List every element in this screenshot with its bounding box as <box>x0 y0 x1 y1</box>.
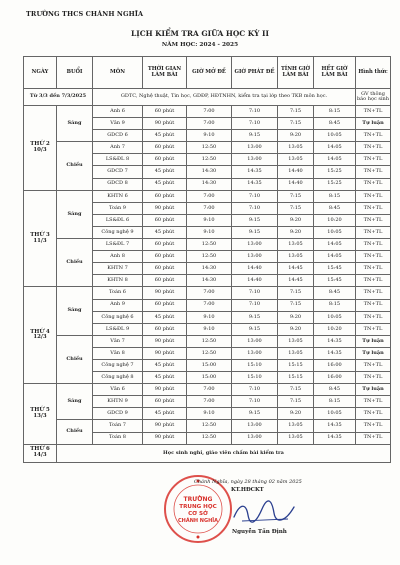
end-time-cell: 8:15 <box>314 190 356 202</box>
duration-cell: 45 phút <box>143 226 187 238</box>
start-time-cell: 7:15 <box>278 299 314 311</box>
session-cell: Chiều <box>57 420 93 444</box>
form-cell: TN+TL <box>356 311 391 323</box>
duration-cell: 60 phút <box>143 275 187 287</box>
form-cell: TN+TL <box>356 359 391 371</box>
distribute-time-cell: 7:10 <box>232 287 278 299</box>
start-time-cell: 9:20 <box>278 130 314 142</box>
distribute-time-cell: 7:10 <box>232 299 278 311</box>
open-time-cell: 12:50 <box>187 251 232 263</box>
start-time-cell: 13:05 <box>278 335 314 347</box>
duration-cell: 45 phút <box>143 372 187 384</box>
start-time-cell: 13:05 <box>278 420 314 432</box>
subject-cell: Toán 8 <box>93 432 143 444</box>
start-time-cell: 7:15 <box>278 384 314 396</box>
end-time-cell: 10:05 <box>314 408 356 420</box>
duration-cell: 45 phút <box>143 408 187 420</box>
start-time-cell: 7:15 <box>278 106 314 118</box>
subject-cell: Công nghệ 7 <box>93 359 143 371</box>
distribute-time-cell: 7:10 <box>232 384 278 396</box>
svg-text:CHÁNH NGHĨA: CHÁNH NGHĨA <box>177 518 219 524</box>
day-date: 11/3 <box>33 237 47 244</box>
start-time-cell: 9:20 <box>278 214 314 226</box>
start-time-cell: 7:15 <box>278 287 314 299</box>
col-header-duration: THỜI GIAN LÀM BÀI <box>143 57 187 89</box>
end-time-cell: 14:05 <box>314 251 356 263</box>
svg-text:TRUNG HỌC: TRUNG HỌC <box>179 504 217 510</box>
distribute-time-cell: 13:00 <box>232 420 278 432</box>
document-title: LỊCH KIỂM TRA GIỮA HỌC KỲ II <box>131 29 269 38</box>
start-time-cell: 14:40 <box>278 166 314 178</box>
duration-cell: 90 phút <box>143 420 187 432</box>
signature-date: Chánh Nghĩa, ngày 28 tháng 02 năm 2025 <box>194 479 302 485</box>
gdtc-row <box>24 89 391 106</box>
distribute-time-cell: 13:00 <box>232 142 278 154</box>
table-row <box>24 287 391 299</box>
start-time-cell: 13:05 <box>278 142 314 154</box>
end-time-cell: 8:45 <box>314 202 356 214</box>
open-time-cell: 12:50 <box>187 154 232 166</box>
col-header-open-time: GIỜ MỞ ĐỀ <box>187 57 232 89</box>
form-cell: TN+TL <box>356 178 391 190</box>
end-time-cell: 8:15 <box>314 106 356 118</box>
end-time-cell: 15:45 <box>314 275 356 287</box>
duration-cell: 90 phút <box>143 335 187 347</box>
duration-cell: 45 phút <box>143 130 187 142</box>
signature-role: KT.HĐCKT <box>231 487 264 493</box>
form-cell: TN+TL <box>356 106 391 118</box>
start-time-cell: 14:40 <box>278 178 314 190</box>
duration-cell: 45 phút <box>143 311 187 323</box>
day-date: 10/3 <box>33 146 47 153</box>
subject-cell: Công nghệ 9 <box>93 226 143 238</box>
start-time-cell: 9:20 <box>278 226 314 238</box>
subject-cell: GDCD 7 <box>93 166 143 178</box>
start-time-cell: 9:20 <box>278 408 314 420</box>
day-label: THỨ 2 <box>30 141 50 148</box>
end-time-cell: 8:45 <box>314 118 356 130</box>
form-cell: TN+TL <box>356 239 391 251</box>
table-row <box>24 142 391 154</box>
distribute-time-cell: 13:00 <box>232 335 278 347</box>
day-date: 12/3 <box>33 334 47 341</box>
school-name: TRƯỜNG THCS CHÁNH NGHĨA <box>26 10 144 18</box>
subject-cell: GDCD 6 <box>93 130 143 142</box>
end-time-cell: 14:35 <box>314 347 356 359</box>
session-cell: Sáng <box>57 106 93 142</box>
start-time-cell: 13:05 <box>278 251 314 263</box>
distribute-time-cell: 13:00 <box>232 347 278 359</box>
subject-cell: KHTN 6 <box>93 190 143 202</box>
start-time-cell: 15:15 <box>278 359 314 371</box>
start-time-cell: 13:05 <box>278 154 314 166</box>
distribute-time-cell: 13:00 <box>232 239 278 251</box>
duration-cell: 60 phút <box>143 239 187 251</box>
open-time-cell: 12:50 <box>187 432 232 444</box>
col-header-end-time: HẾT GIỜ LÀM BÀI <box>314 57 356 89</box>
table-header-row <box>24 57 391 89</box>
distribute-time-cell: 9:15 <box>232 214 278 226</box>
day-label: THỨ 5 <box>30 407 50 414</box>
col-header-day: NGÀY <box>24 57 57 89</box>
open-time-cell: 9:10 <box>187 226 232 238</box>
end-time-cell: 16:00 <box>314 359 356 371</box>
distribute-time-cell: 7:10 <box>232 118 278 130</box>
open-time-cell: 14:30 <box>187 263 232 275</box>
table-row <box>24 190 391 202</box>
duration-cell: 90 phút <box>143 202 187 214</box>
subject-cell: GDCD 9 <box>93 408 143 420</box>
subject-cell: KHTN 7 <box>93 263 143 275</box>
session-cell: Chiều <box>57 142 93 190</box>
duration-cell: 45 phút <box>143 166 187 178</box>
end-time-cell: 14:05 <box>314 239 356 251</box>
open-time-cell: 15:00 <box>187 372 232 384</box>
session-cell: Sáng <box>57 287 93 335</box>
subject-cell: Công nghệ 6 <box>93 311 143 323</box>
duration-cell: 60 phút <box>143 323 187 335</box>
form-cell: TN+TL <box>356 263 391 275</box>
subject-cell: Văn 8 <box>93 347 143 359</box>
open-time-cell: 12:50 <box>187 142 232 154</box>
duration-cell: 60 phút <box>143 106 187 118</box>
form-cell: Tự luận <box>356 347 391 359</box>
end-time-cell: 10:05 <box>314 130 356 142</box>
signer-name: Nguyễn Tấn Định <box>232 529 287 535</box>
start-time-cell: 9:20 <box>278 311 314 323</box>
form-cell: Tự luận <box>356 384 391 396</box>
distribute-time-cell: 7:10 <box>232 202 278 214</box>
form-cell: TN+TL <box>356 190 391 202</box>
open-time-cell: 9:10 <box>187 408 232 420</box>
open-time-cell: 12:50 <box>187 335 232 347</box>
open-time-cell: 14:30 <box>187 178 232 190</box>
duration-cell: 90 phút <box>143 287 187 299</box>
end-time-cell: 15:45 <box>314 263 356 275</box>
distribute-time-cell: 14:35 <box>232 178 278 190</box>
end-time-cell: 15:25 <box>314 166 356 178</box>
end-time-cell: 10:20 <box>314 323 356 335</box>
end-time-cell: 8:15 <box>314 299 356 311</box>
day-cell <box>24 287 57 384</box>
distribute-time-cell: 15:10 <box>232 359 278 371</box>
friday-note: Học sinh nghỉ, giáo viên chấm bài kiểm tra <box>57 444 391 462</box>
form-cell: TN+TL <box>356 166 391 178</box>
subject-cell: Anh 6 <box>93 106 143 118</box>
session-cell: Sáng <box>57 190 93 238</box>
end-time-cell: 8:15 <box>314 396 356 408</box>
col-header-form: Hình thức <box>356 57 391 89</box>
open-time-cell: 9:10 <box>187 311 232 323</box>
end-time-cell: 14:05 <box>314 154 356 166</box>
subject-cell: Toán 9 <box>93 202 143 214</box>
open-time-cell: 14:30 <box>187 166 232 178</box>
subject-cell: Văn 7 <box>93 335 143 347</box>
duration-cell: 45 phút <box>143 359 187 371</box>
form-cell: TN+TL <box>356 275 391 287</box>
distribute-time-cell: 13:00 <box>232 432 278 444</box>
form-cell: TN+TL <box>356 130 391 142</box>
open-time-cell: 7:00 <box>187 396 232 408</box>
day-cell <box>24 190 57 287</box>
table-row <box>24 239 391 251</box>
subject-cell: Anh 9 <box>93 299 143 311</box>
end-time-cell: 14:35 <box>314 335 356 347</box>
form-cell: TN+TL <box>356 154 391 166</box>
open-time-cell: 7:00 <box>187 190 232 202</box>
form-cell: TN+TL <box>356 251 391 263</box>
end-time-cell: 16:00 <box>314 372 356 384</box>
subject-cell: LS&ĐL 9 <box>93 323 143 335</box>
distribute-time-cell: 14:35 <box>232 166 278 178</box>
subject-cell: Văn 9 <box>93 118 143 130</box>
form-cell: TN+TL <box>356 287 391 299</box>
start-time-cell: 14:45 <box>278 263 314 275</box>
open-time-cell: 7:00 <box>187 118 232 130</box>
open-time-cell: 7:00 <box>187 299 232 311</box>
day-label: THỨ 6 <box>30 446 50 453</box>
distribute-time-cell: 7:10 <box>232 396 278 408</box>
form-cell: TN+TL <box>356 323 391 335</box>
col-header-distribute-time: GIỜ PHÁT ĐỀ <box>232 57 278 89</box>
duration-cell: 60 phút <box>143 251 187 263</box>
duration-cell: 60 phút <box>143 190 187 202</box>
duration-cell: 90 phút <box>143 118 187 130</box>
open-time-cell: 7:00 <box>187 106 232 118</box>
subject-cell: Anh 7 <box>93 142 143 154</box>
gdtc-form: GV thông báo học sinh <box>356 89 391 106</box>
end-time-cell: 14:35 <box>314 432 356 444</box>
form-cell: TN+TL <box>356 299 391 311</box>
end-time-cell: 14:05 <box>314 142 356 154</box>
start-time-cell: 7:15 <box>278 118 314 130</box>
day-label: THỨ 4 <box>30 328 50 335</box>
table-row <box>24 106 391 118</box>
duration-cell: 60 phút <box>143 142 187 154</box>
duration-cell: 60 phút <box>143 396 187 408</box>
duration-cell: 90 phút <box>143 384 187 396</box>
form-cell: Tự luận <box>356 335 391 347</box>
end-time-cell: 15:25 <box>314 178 356 190</box>
friday-row <box>24 444 391 462</box>
gdtc-note: GDTC, Nghệ thuật, Tin học, GDĐP, HĐTNHN, kiểm tra tại lớp theo TKB môn học. <box>93 89 356 106</box>
subject-cell: KHTN 9 <box>93 396 143 408</box>
start-time-cell: 15:15 <box>278 372 314 384</box>
start-time-cell: 9:20 <box>278 323 314 335</box>
day-label: THỨ 3 <box>30 231 50 238</box>
open-time-cell: 9:10 <box>187 323 232 335</box>
day-cell <box>24 106 57 191</box>
open-time-cell: 9:10 <box>187 214 232 226</box>
subject-cell: Anh 8 <box>93 251 143 263</box>
open-time-cell: 15:00 <box>187 359 232 371</box>
subject-cell: Toán 6 <box>93 287 143 299</box>
duration-cell: 45 phút <box>143 178 187 190</box>
form-cell: TN+TL <box>356 420 391 432</box>
distribute-time-cell: 7:10 <box>232 190 278 202</box>
distribute-time-cell: 14:40 <box>232 275 278 287</box>
subject-cell: Công nghệ 8 <box>93 372 143 384</box>
col-header-subject: MÔN <box>93 57 143 89</box>
open-time-cell: 12:50 <box>187 347 232 359</box>
start-time-cell: 13:05 <box>278 239 314 251</box>
distribute-time-cell: 9:15 <box>232 323 278 335</box>
distribute-time-cell: 9:15 <box>232 311 278 323</box>
start-time-cell: 14:45 <box>278 275 314 287</box>
open-time-cell: 7:00 <box>187 384 232 396</box>
form-cell: TN+TL <box>356 214 391 226</box>
subject-cell: GDCD 8 <box>93 178 143 190</box>
end-time-cell: 8:45 <box>314 287 356 299</box>
end-time-cell: 10:05 <box>314 311 356 323</box>
open-time-cell: 7:00 <box>187 202 232 214</box>
subject-cell: LS&ĐL 6 <box>93 214 143 226</box>
distribute-time-cell: 9:15 <box>232 130 278 142</box>
day-date: 13/3 <box>33 412 47 419</box>
table-row <box>24 384 391 396</box>
duration-cell: 60 phút <box>143 263 187 275</box>
col-header-start-time: TÍNH GIỜ LÀM BÀI <box>278 57 314 89</box>
open-time-cell: 12:50 <box>187 420 232 432</box>
subject-cell: LS&ĐL 7 <box>93 239 143 251</box>
open-time-cell: 14:30 <box>187 275 232 287</box>
duration-cell: 90 phút <box>143 347 187 359</box>
start-time-cell: 13:05 <box>278 347 314 359</box>
duration-cell: 60 phút <box>143 299 187 311</box>
session-cell: Chiều <box>57 335 93 383</box>
duration-cell: 60 phút <box>143 214 187 226</box>
distribute-time-cell: 9:15 <box>232 226 278 238</box>
form-cell: TN+TL <box>356 396 391 408</box>
form-cell: TN+TL <box>356 226 391 238</box>
day-cell <box>24 444 57 462</box>
end-time-cell: 14:35 <box>314 420 356 432</box>
form-cell: TN+TL <box>356 372 391 384</box>
duration-cell: 60 phút <box>143 154 187 166</box>
subject-cell: KHTN 8 <box>93 275 143 287</box>
subject-cell: Toán 7 <box>93 420 143 432</box>
form-cell: TN+TL <box>356 202 391 214</box>
subject-cell: Văn 6 <box>93 384 143 396</box>
distribute-time-cell: 7:10 <box>232 106 278 118</box>
form-cell: TN+TL <box>356 408 391 420</box>
school-year: NĂM HỌC: 2024 - 2025 <box>161 42 239 48</box>
open-time-cell: 12:50 <box>187 239 232 251</box>
form-cell: TN+TL <box>356 142 391 154</box>
exam-schedule-table <box>23 56 391 463</box>
start-time-cell: 7:15 <box>278 396 314 408</box>
end-time-cell: 10:20 <box>314 214 356 226</box>
day-date: 14/3 <box>33 452 47 459</box>
session-cell: Sáng <box>57 384 93 420</box>
distribute-time-cell: 15:10 <box>232 372 278 384</box>
gdtc-date: Từ 3/3 đến 7/3/2025 <box>24 89 93 106</box>
distribute-time-cell: 9:15 <box>232 408 278 420</box>
end-time-cell: 8:45 <box>314 384 356 396</box>
day-cell <box>24 384 57 444</box>
subject-cell: LS&ĐL 8 <box>93 154 143 166</box>
col-header-session: BUỔI <box>57 57 93 89</box>
svg-text:CƠ SỞ: CƠ SỞ <box>188 511 208 517</box>
form-cell: TN+TL <box>356 432 391 444</box>
distribute-time-cell: 14:40 <box>232 263 278 275</box>
open-time-cell: 7:00 <box>187 287 232 299</box>
start-time-cell: 13:05 <box>278 432 314 444</box>
table-row <box>24 335 391 347</box>
distribute-time-cell: 13:00 <box>232 251 278 263</box>
end-time-cell: 10:05 <box>314 226 356 238</box>
session-cell: Chiều <box>57 239 93 287</box>
distribute-time-cell: 13:00 <box>232 154 278 166</box>
svg-text:TRƯỜNG: TRƯỜNG <box>183 496 213 503</box>
handwritten-signature <box>228 497 300 527</box>
start-time-cell: 7:15 <box>278 202 314 214</box>
duration-cell: 90 phút <box>143 432 187 444</box>
table-row <box>24 420 391 432</box>
form-cell: Tự luận <box>356 118 391 130</box>
open-time-cell: 9:10 <box>187 130 232 142</box>
start-time-cell: 7:15 <box>278 190 314 202</box>
